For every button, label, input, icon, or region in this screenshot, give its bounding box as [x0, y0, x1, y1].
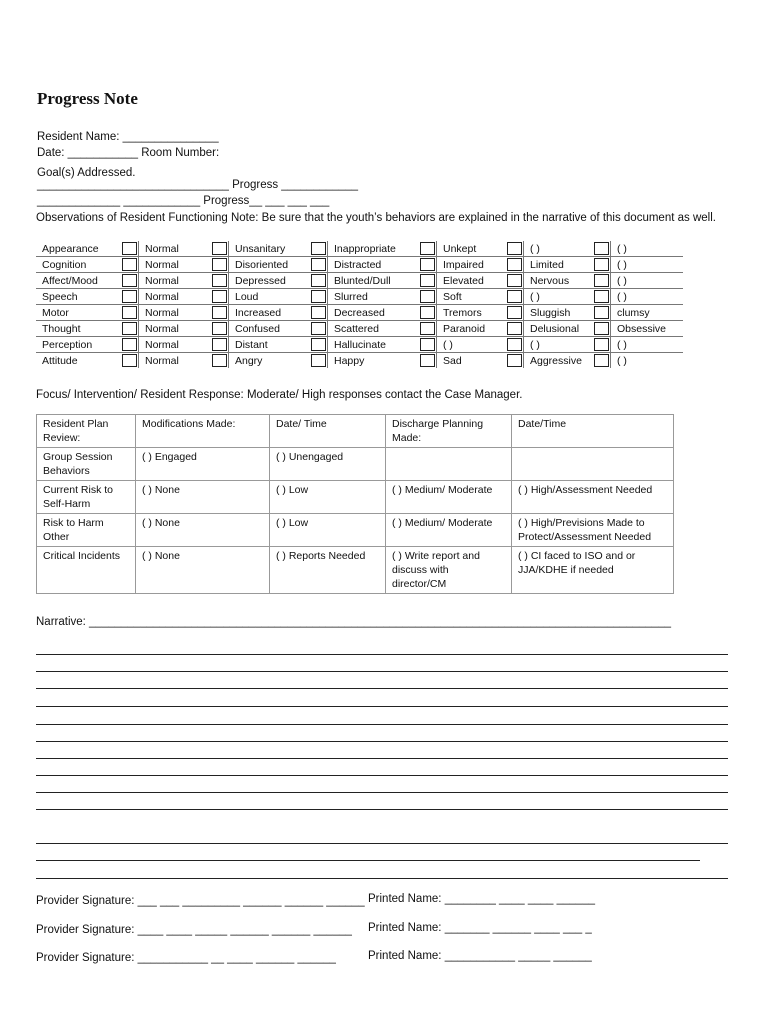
focus-heading: Focus/ Intervention/ Resident Response: Moderate/ High responses contact the Case Manager.	[36, 389, 523, 401]
observation-checkbox[interactable]	[311, 354, 326, 367]
observation-label: Motor	[36, 305, 122, 321]
observation-option: Normal	[139, 337, 213, 353]
narrative-line[interactable]	[36, 792, 728, 793]
progress-line-1[interactable]: ______________________________ Progress ____________	[37, 179, 359, 191]
observation-option: Scattered	[328, 321, 421, 337]
observation-checkbox[interactable]	[594, 354, 609, 367]
observation-option: Paranoid	[437, 321, 508, 337]
page-title: Progress Note	[37, 89, 138, 108]
table-cell: ( ) Reports Needed	[270, 547, 386, 594]
observation-row	[36, 337, 683, 353]
observation-option: Limited	[524, 257, 595, 273]
observation-option: ( )	[611, 337, 684, 353]
table-row	[37, 514, 674, 547]
narrative-line[interactable]	[36, 860, 700, 861]
provider-signature-field[interactable]: Provider Signature: ____ ____ _____ ______ ______ ______	[36, 924, 352, 936]
observation-checkbox[interactable]	[311, 258, 326, 271]
observation-checkbox[interactable]	[122, 290, 137, 303]
observation-checkbox[interactable]	[594, 338, 609, 351]
observation-checkbox[interactable]	[420, 258, 435, 271]
observation-checkbox[interactable]	[507, 258, 522, 271]
observation-checkbox[interactable]	[212, 290, 227, 303]
observation-checkbox[interactable]	[212, 274, 227, 287]
observation-option: clumsy	[611, 305, 684, 321]
observation-option: Angry	[229, 353, 312, 369]
observation-option: Normal	[139, 273, 213, 289]
narrative-line[interactable]	[36, 775, 728, 776]
observation-option: Impaired	[437, 257, 508, 273]
observation-row	[36, 273, 683, 289]
observation-row	[36, 257, 683, 273]
observation-option: Normal	[139, 289, 213, 305]
observation-option: Delusional	[524, 321, 595, 337]
table-cell: ( ) None	[136, 547, 270, 594]
observation-checkbox[interactable]	[507, 290, 522, 303]
table-cell: ( ) None	[136, 481, 270, 514]
observation-option: ( )	[437, 337, 508, 353]
observation-checkbox[interactable]	[507, 338, 522, 351]
table-cell: Group Session Behaviors	[37, 448, 136, 481]
narrative-line[interactable]	[36, 706, 728, 707]
observation-option: ( )	[524, 337, 595, 353]
table-cell: Current Risk to Self-Harm	[37, 481, 136, 514]
table-cell: ( ) None	[136, 514, 270, 547]
printed-name-field[interactable]: Printed Name: _______ ______ ____ ___ _	[368, 922, 592, 934]
observation-checkbox[interactable]	[507, 354, 522, 367]
observation-option: Decreased	[328, 305, 421, 321]
table-cell: ( ) Write report and discuss with director/CM	[386, 547, 512, 594]
table-row	[37, 547, 674, 594]
observation-option: Disoriented	[229, 257, 312, 273]
provider-signature-field[interactable]: Provider Signature: ___________ __ ____ ______ ______	[36, 952, 336, 964]
table-header-cell: Discharge Planning Made:	[386, 415, 512, 448]
observation-row	[36, 289, 683, 305]
observation-row	[36, 305, 683, 321]
observation-checkbox[interactable]	[420, 306, 435, 319]
focus-intervention-table	[36, 414, 674, 594]
observation-checkbox[interactable]	[594, 258, 609, 271]
observation-option: Happy	[328, 353, 421, 369]
observation-checkbox[interactable]	[122, 322, 137, 335]
observation-row	[36, 353, 683, 369]
observation-checkbox[interactable]	[212, 354, 227, 367]
observation-option: ( )	[611, 273, 684, 289]
table-header-cell: Resident Plan Review:	[37, 415, 136, 448]
observation-row	[36, 321, 683, 337]
table-cell	[386, 448, 512, 481]
goals-label: Goal(s) Addressed.	[37, 167, 136, 179]
observation-option: Sluggish	[524, 305, 595, 321]
narrative-line[interactable]	[36, 671, 728, 672]
observation-checkbox[interactable]	[212, 242, 227, 255]
observation-checkbox[interactable]	[122, 354, 137, 367]
observation-option: Inappropriate	[328, 241, 421, 257]
narrative-line[interactable]	[36, 843, 728, 844]
narrative-line[interactable]	[36, 724, 728, 725]
observation-checkbox[interactable]	[507, 322, 522, 335]
date-room-field[interactable]: Date: ___________ Room Number:	[37, 147, 220, 159]
observation-option: Soft	[437, 289, 508, 305]
table-row	[37, 415, 674, 448]
observation-option: Distracted	[328, 257, 421, 273]
table-cell: ( ) High/Previsions Made to Protect/Assessment Needed	[512, 514, 674, 547]
table-header-cell: Modifications Made:	[136, 415, 270, 448]
observation-checkbox[interactable]	[420, 322, 435, 335]
observation-option: Blunted/Dull	[328, 273, 421, 289]
table-cell: ( ) Engaged	[136, 448, 270, 481]
narrative-line[interactable]	[36, 688, 728, 689]
observation-checkbox[interactable]	[507, 242, 522, 255]
observation-checkbox[interactable]	[122, 306, 137, 319]
narrative-line[interactable]	[36, 809, 728, 810]
narrative-line[interactable]	[36, 741, 728, 742]
printed-name-field[interactable]: Printed Name: ___________ _____ ______	[368, 950, 592, 962]
table-cell: ( ) Unengaged	[270, 448, 386, 481]
observation-option: Sad	[437, 353, 508, 369]
table-row	[37, 448, 674, 481]
printed-name-field[interactable]: Printed Name: ________ ____ ____ ______	[368, 893, 595, 905]
table-cell: ( ) Medium/ Moderate	[386, 481, 512, 514]
observation-checkbox[interactable]	[420, 354, 435, 367]
observation-checkbox[interactable]	[311, 338, 326, 351]
observation-checkbox[interactable]	[594, 274, 609, 287]
observation-option: Normal	[139, 353, 213, 369]
progress-line-2[interactable]: _____________ ____________ Progress__ ___ ___ ___	[37, 195, 330, 207]
narrative-label[interactable]: Narrative: ___________________________________________________________________________________________	[36, 616, 672, 628]
observation-option: Aggressive	[524, 353, 595, 369]
observation-option: ( )	[611, 257, 684, 273]
observation-checkbox[interactable]	[212, 306, 227, 319]
observation-option: Hallucinate	[328, 337, 421, 353]
observation-checkbox[interactable]	[420, 338, 435, 351]
narrative-line[interactable]	[36, 654, 728, 655]
narrative-line[interactable]	[36, 758, 728, 759]
observation-checkbox[interactable]	[122, 242, 137, 255]
observation-checkbox[interactable]	[311, 322, 326, 335]
observation-option: Increased	[229, 305, 312, 321]
observation-label: Appearance	[42, 242, 99, 255]
table-cell: ( ) High/Assessment Needed	[512, 481, 674, 514]
observation-option: Confused	[229, 321, 312, 337]
observation-checkbox[interactable]	[122, 274, 137, 287]
table-cell: ( ) CI faced to ISO and or JJA/KDHE if needed	[512, 547, 674, 594]
observation-checkbox[interactable]	[420, 242, 435, 255]
observation-checkbox[interactable]	[122, 258, 137, 271]
observation-checkbox[interactable]	[594, 290, 609, 303]
table-cell: ( ) Medium/ Moderate	[386, 514, 512, 547]
observation-option: Normal	[139, 257, 213, 273]
observation-option: Tremors	[437, 305, 508, 321]
observation-checkbox[interactable]	[594, 306, 609, 319]
observation-option: ( )	[611, 353, 684, 369]
observation-option: Unkept	[437, 241, 508, 257]
observation-label: Thought	[36, 321, 122, 337]
provider-signature-field[interactable]: Provider Signature: ___ ___ _________ ______ ______ ______	[36, 895, 365, 907]
table-cell: Critical Incidents	[37, 547, 136, 594]
observation-row	[36, 241, 683, 257]
observation-option: Distant	[229, 337, 312, 353]
observation-grid	[36, 241, 683, 368]
observation-label: Perception	[36, 337, 122, 353]
observation-label: Speech	[36, 289, 122, 305]
observation-checkbox[interactable]	[311, 290, 326, 303]
observation-checkbox[interactable]	[212, 322, 227, 335]
observation-option: Normal	[139, 305, 213, 321]
observation-option: Slurred	[328, 289, 421, 305]
observations-instructions: Observations of Resident Functioning Note: Be sure that the youth’s behaviors are explained in the narrative of this document as well.	[36, 212, 716, 224]
observation-option: Unsanitary	[229, 241, 312, 257]
table-header-cell: Date/Time	[512, 415, 674, 448]
table-cell: ( ) Low	[270, 481, 386, 514]
table-cell	[512, 448, 674, 481]
observation-checkbox[interactable]	[122, 338, 137, 351]
observation-option: Elevated	[437, 273, 508, 289]
table-row	[37, 481, 674, 514]
observation-label: Affect/Mood	[36, 273, 122, 289]
observation-checkbox[interactable]	[311, 242, 326, 255]
observation-option: Depressed	[229, 273, 312, 289]
observation-option: ( )	[611, 289, 684, 305]
observation-checkbox[interactable]	[311, 274, 326, 287]
resident-name-field[interactable]: Resident Name: _______________	[37, 131, 219, 143]
observation-checkbox[interactable]	[420, 290, 435, 303]
observation-checkbox[interactable]	[594, 322, 609, 335]
table-header-cell: Date/ Time	[270, 415, 386, 448]
observation-label: Cognition	[36, 257, 122, 273]
table-cell: ( ) Low	[270, 514, 386, 547]
observation-checkbox[interactable]	[212, 338, 227, 351]
observation-option: Obsessive	[611, 321, 684, 337]
table-cell: Risk to Harm Other	[37, 514, 136, 547]
observation-option: ( )	[611, 241, 684, 257]
observation-option: Normal	[139, 241, 213, 257]
observation-option: Nervous	[524, 273, 595, 289]
observation-checkbox[interactable]	[311, 306, 326, 319]
observation-checkbox[interactable]	[420, 274, 435, 287]
observation-checkbox[interactable]	[212, 258, 227, 271]
observation-option: ( )	[524, 289, 595, 305]
observation-checkbox[interactable]	[507, 306, 522, 319]
observation-label: Attitude	[36, 353, 122, 369]
observation-checkbox[interactable]	[507, 274, 522, 287]
observation-option: Normal	[139, 321, 213, 337]
observation-option: Loud	[229, 289, 312, 305]
narrative-line[interactable]	[36, 878, 728, 879]
observation-checkbox[interactable]	[594, 242, 609, 255]
observation-option: ( )	[524, 241, 595, 257]
